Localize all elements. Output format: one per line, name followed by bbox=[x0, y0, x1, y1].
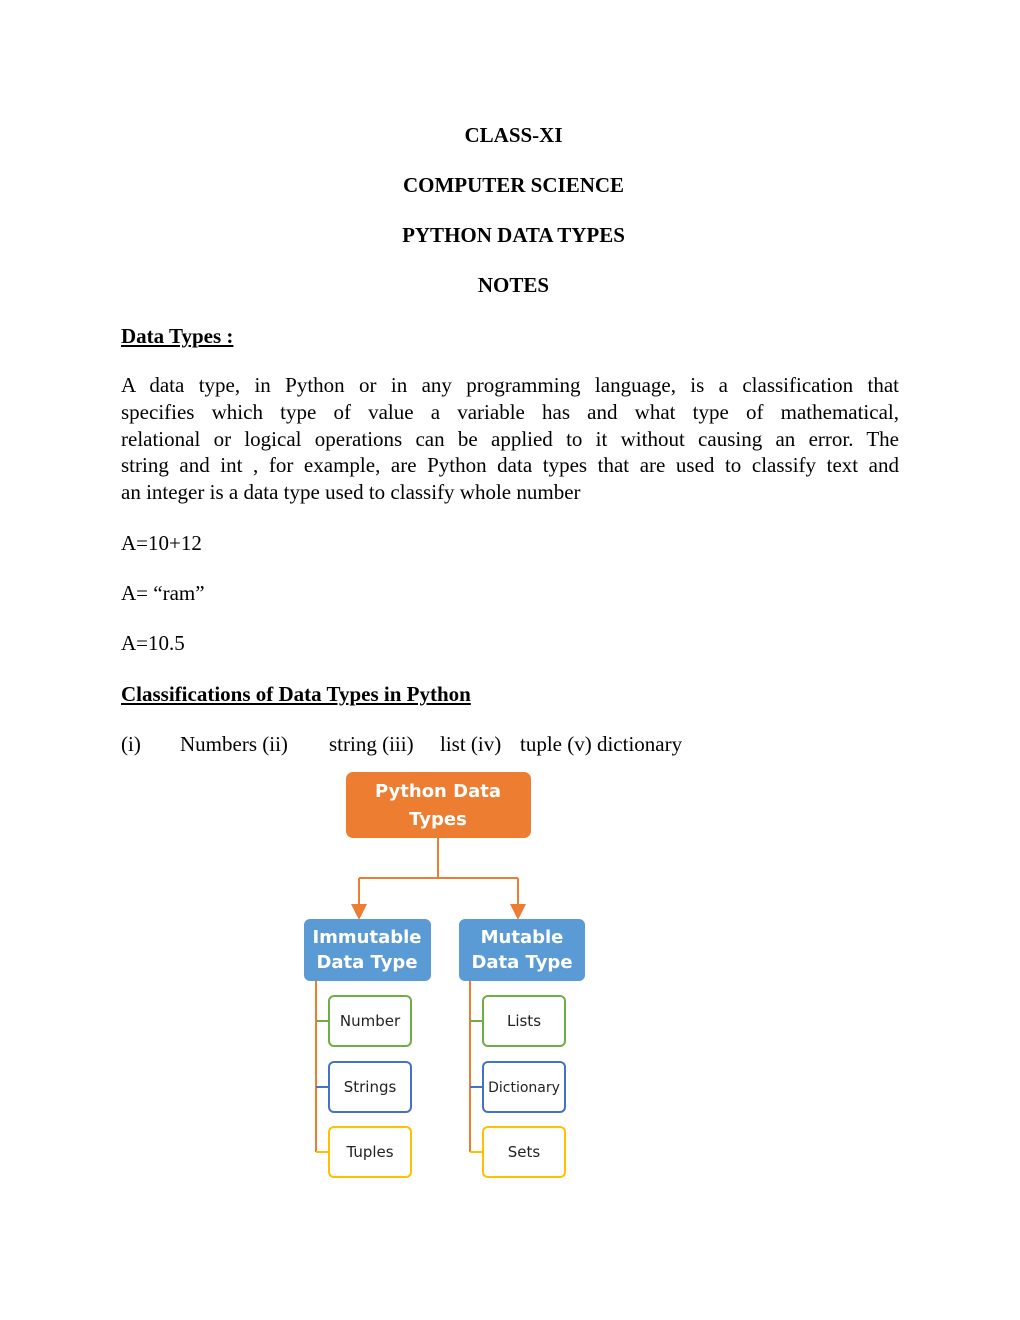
topic-title: PYTHON DATA TYPES bbox=[402, 223, 625, 247]
classifications-heading: Classifications of Data Types in Python bbox=[121, 682, 471, 706]
classification-item: Numbers (ii) bbox=[180, 732, 288, 756]
immutable-node bbox=[304, 919, 431, 981]
example-line: A= “ram” bbox=[121, 581, 205, 605]
example-line: A=10+12 bbox=[121, 531, 202, 555]
paragraph-line: A data type, in Python or in any programming language, is a classification that bbox=[121, 373, 899, 397]
classification-item: string (iii) bbox=[329, 732, 414, 756]
paragraph-line: string and int , for example, are Python data types that are used to classify text and bbox=[121, 453, 899, 478]
classification-item: (i) bbox=[121, 732, 141, 756]
leaf-number bbox=[329, 996, 411, 1046]
mutable-label-line2: Data Type bbox=[471, 952, 573, 973]
leaf-sets bbox=[483, 1127, 565, 1177]
root-node bbox=[346, 772, 531, 838]
notes-title: NOTES bbox=[477, 273, 550, 297]
classification-item: list (iv) bbox=[440, 732, 502, 756]
root-connectors bbox=[359, 838, 518, 912]
data-types-heading: Data Types : bbox=[121, 324, 234, 348]
mutable-label-line1: Mutable bbox=[480, 927, 564, 948]
leaf-label: Number bbox=[339, 1012, 401, 1030]
immutable-branch bbox=[316, 981, 329, 1152]
root-label-line1: Python Data bbox=[375, 781, 501, 802]
leaf-label: Strings bbox=[343, 1078, 397, 1096]
paragraph-line: an integer is a data type used to classify whole number bbox=[121, 480, 581, 505]
leaf-strings bbox=[329, 1062, 411, 1112]
leaf-label: Sets bbox=[507, 1143, 541, 1161]
immutable-label-line1: Immutable bbox=[312, 927, 422, 948]
classification-item: tuple (v) dictionary bbox=[520, 732, 683, 756]
leaf-lists bbox=[483, 996, 565, 1046]
leaf-label: Lists bbox=[506, 1012, 542, 1030]
paragraph-line: relational or logical operations can be applied to it without causing an error. The bbox=[121, 426, 899, 451]
mutable-branch bbox=[470, 981, 483, 1152]
paragraph-line: specifies which type of value a variable has and what type of mathematical, bbox=[121, 399, 899, 424]
leaf-dictionary bbox=[483, 1062, 565, 1112]
mutable-node bbox=[459, 919, 585, 981]
class-title: CLASS-XI bbox=[464, 123, 563, 147]
example-line: A=10.5 bbox=[121, 631, 185, 655]
leaf-label: Dictionary bbox=[488, 1080, 560, 1096]
root-label-line2: Types bbox=[409, 809, 467, 830]
immutable-label-line2: Data Type bbox=[316, 952, 418, 973]
leaf-tuples bbox=[329, 1127, 411, 1177]
subject-title: COMPUTER SCIENCE bbox=[402, 173, 625, 197]
leaf-label: Tuples bbox=[346, 1143, 394, 1161]
